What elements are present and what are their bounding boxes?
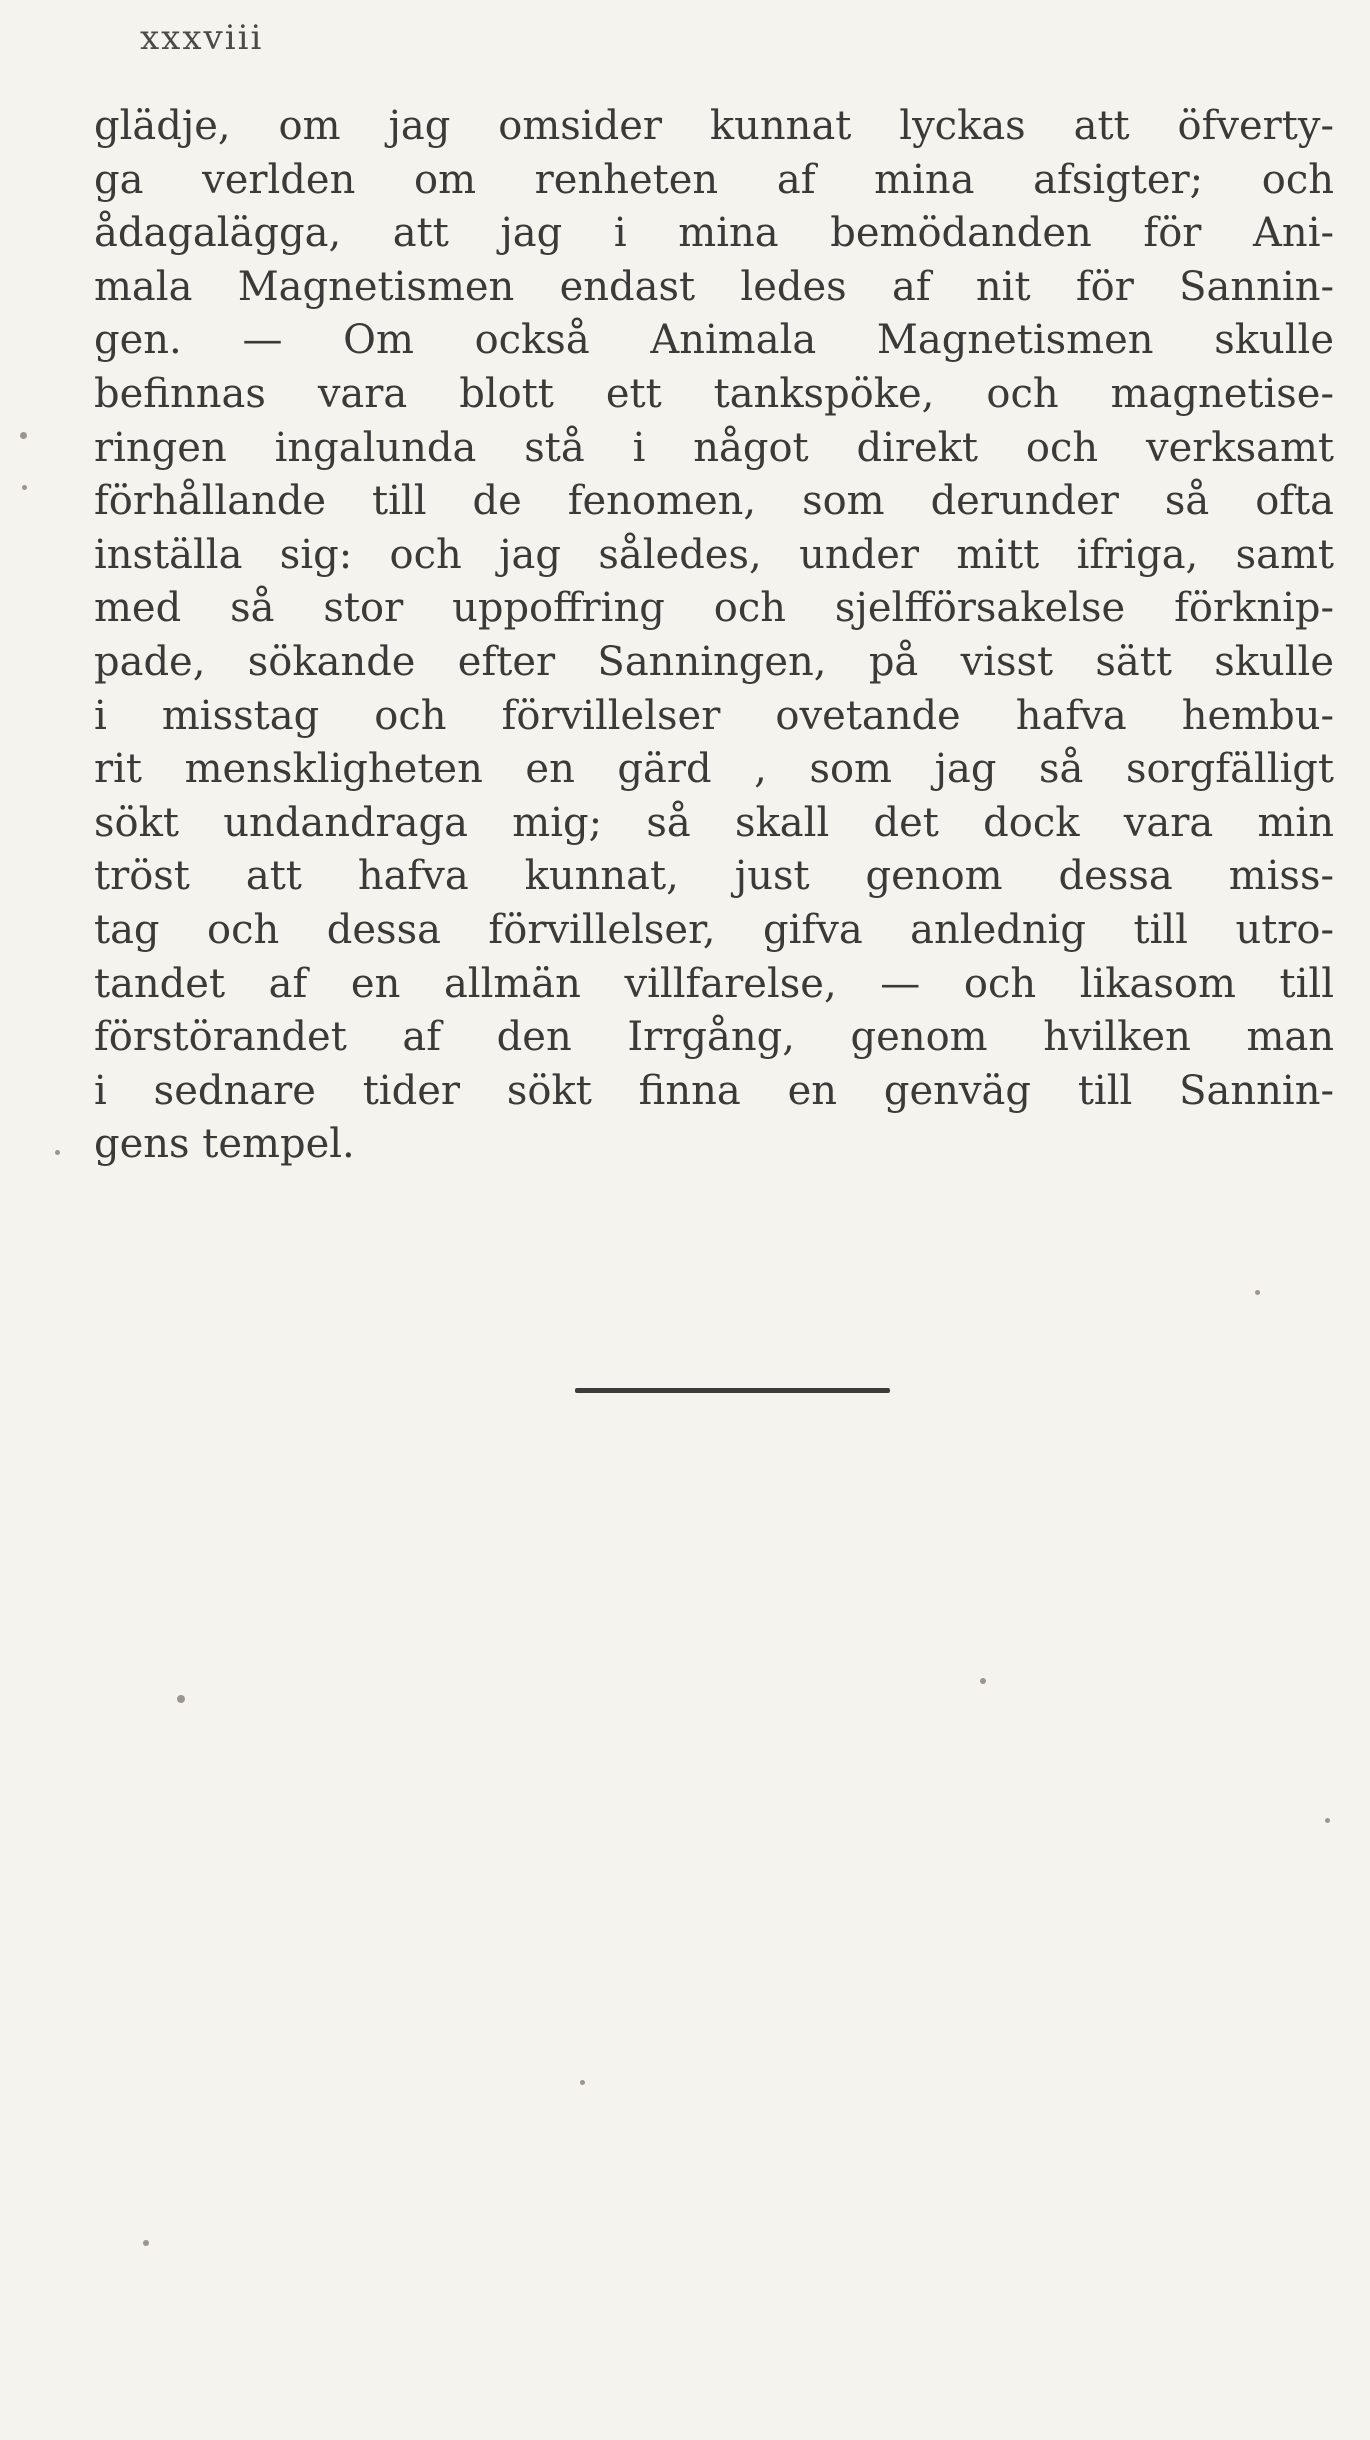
text-line: förstörandet af den Irrgång, genom hvilken man [94,1014,1334,1061]
text-line: pade, sökande efter Sanningen, på visst sätt skulle [94,638,1334,685]
paper-speck [580,2080,585,2085]
text-line: ga verlden om renheten af mina afsigter; och [94,156,1334,203]
paper-speck [1255,1290,1260,1295]
text-line: tandet af en allmän villfarelse, — och likasom till [94,960,1334,1007]
text-line: gen. — Om också Animala Magnetismen skulle [94,317,1334,364]
paper-speck [1325,1818,1330,1823]
paper-speck [143,2240,149,2246]
text-line: i misstag och förvillelser ovetande hafva hembu- [94,692,1334,739]
text-line: gens tempel. [94,1121,355,1168]
text-line: ådagalägga, att jag i mina bemödanden för Ani- [94,210,1334,257]
text-line: glädje, om jag omsider kunnat lyckas att öfverty- [94,103,1334,149]
text-line: ringen ingalunda stå i något direkt och verksamt [94,424,1334,471]
end-rule [575,1388,890,1393]
paper-speck [22,485,27,490]
text-line: förhållande till de fenomen, som derunder så ofta [94,478,1334,525]
text-line: med så stor uppoffring och sjelfförsakelse förknip- [94,585,1334,632]
text-line: tag och dessa förvillelser, gifva anlednig till utro- [94,906,1334,953]
text-line: i sednare tider sökt finna en genväg till Sannin- [94,1067,1334,1114]
text-line: rit menskligheten en gärd , som jag så sorgfälligt [94,746,1334,793]
text-line: tröst att hafva kunnat, just genom dessa miss- [94,853,1334,900]
text-line: sökt undandraga mig; så skall det dock vara min [94,799,1334,846]
text-line: mala Magnetismen endast ledes af nit för Sannin- [94,263,1334,310]
page-number: xxxviii [140,18,264,58]
paper-speck [55,1150,60,1155]
paper-speck [20,432,27,439]
paper-speck [177,1695,185,1703]
body-text [94,100,1334,1172]
paper-speck [980,1678,986,1684]
text-line: befinnas vara blott ett tankspöke, och magnetise- [94,370,1334,417]
text-line: inställa sig: och jag således, under mitt ifriga, samt [94,531,1334,578]
